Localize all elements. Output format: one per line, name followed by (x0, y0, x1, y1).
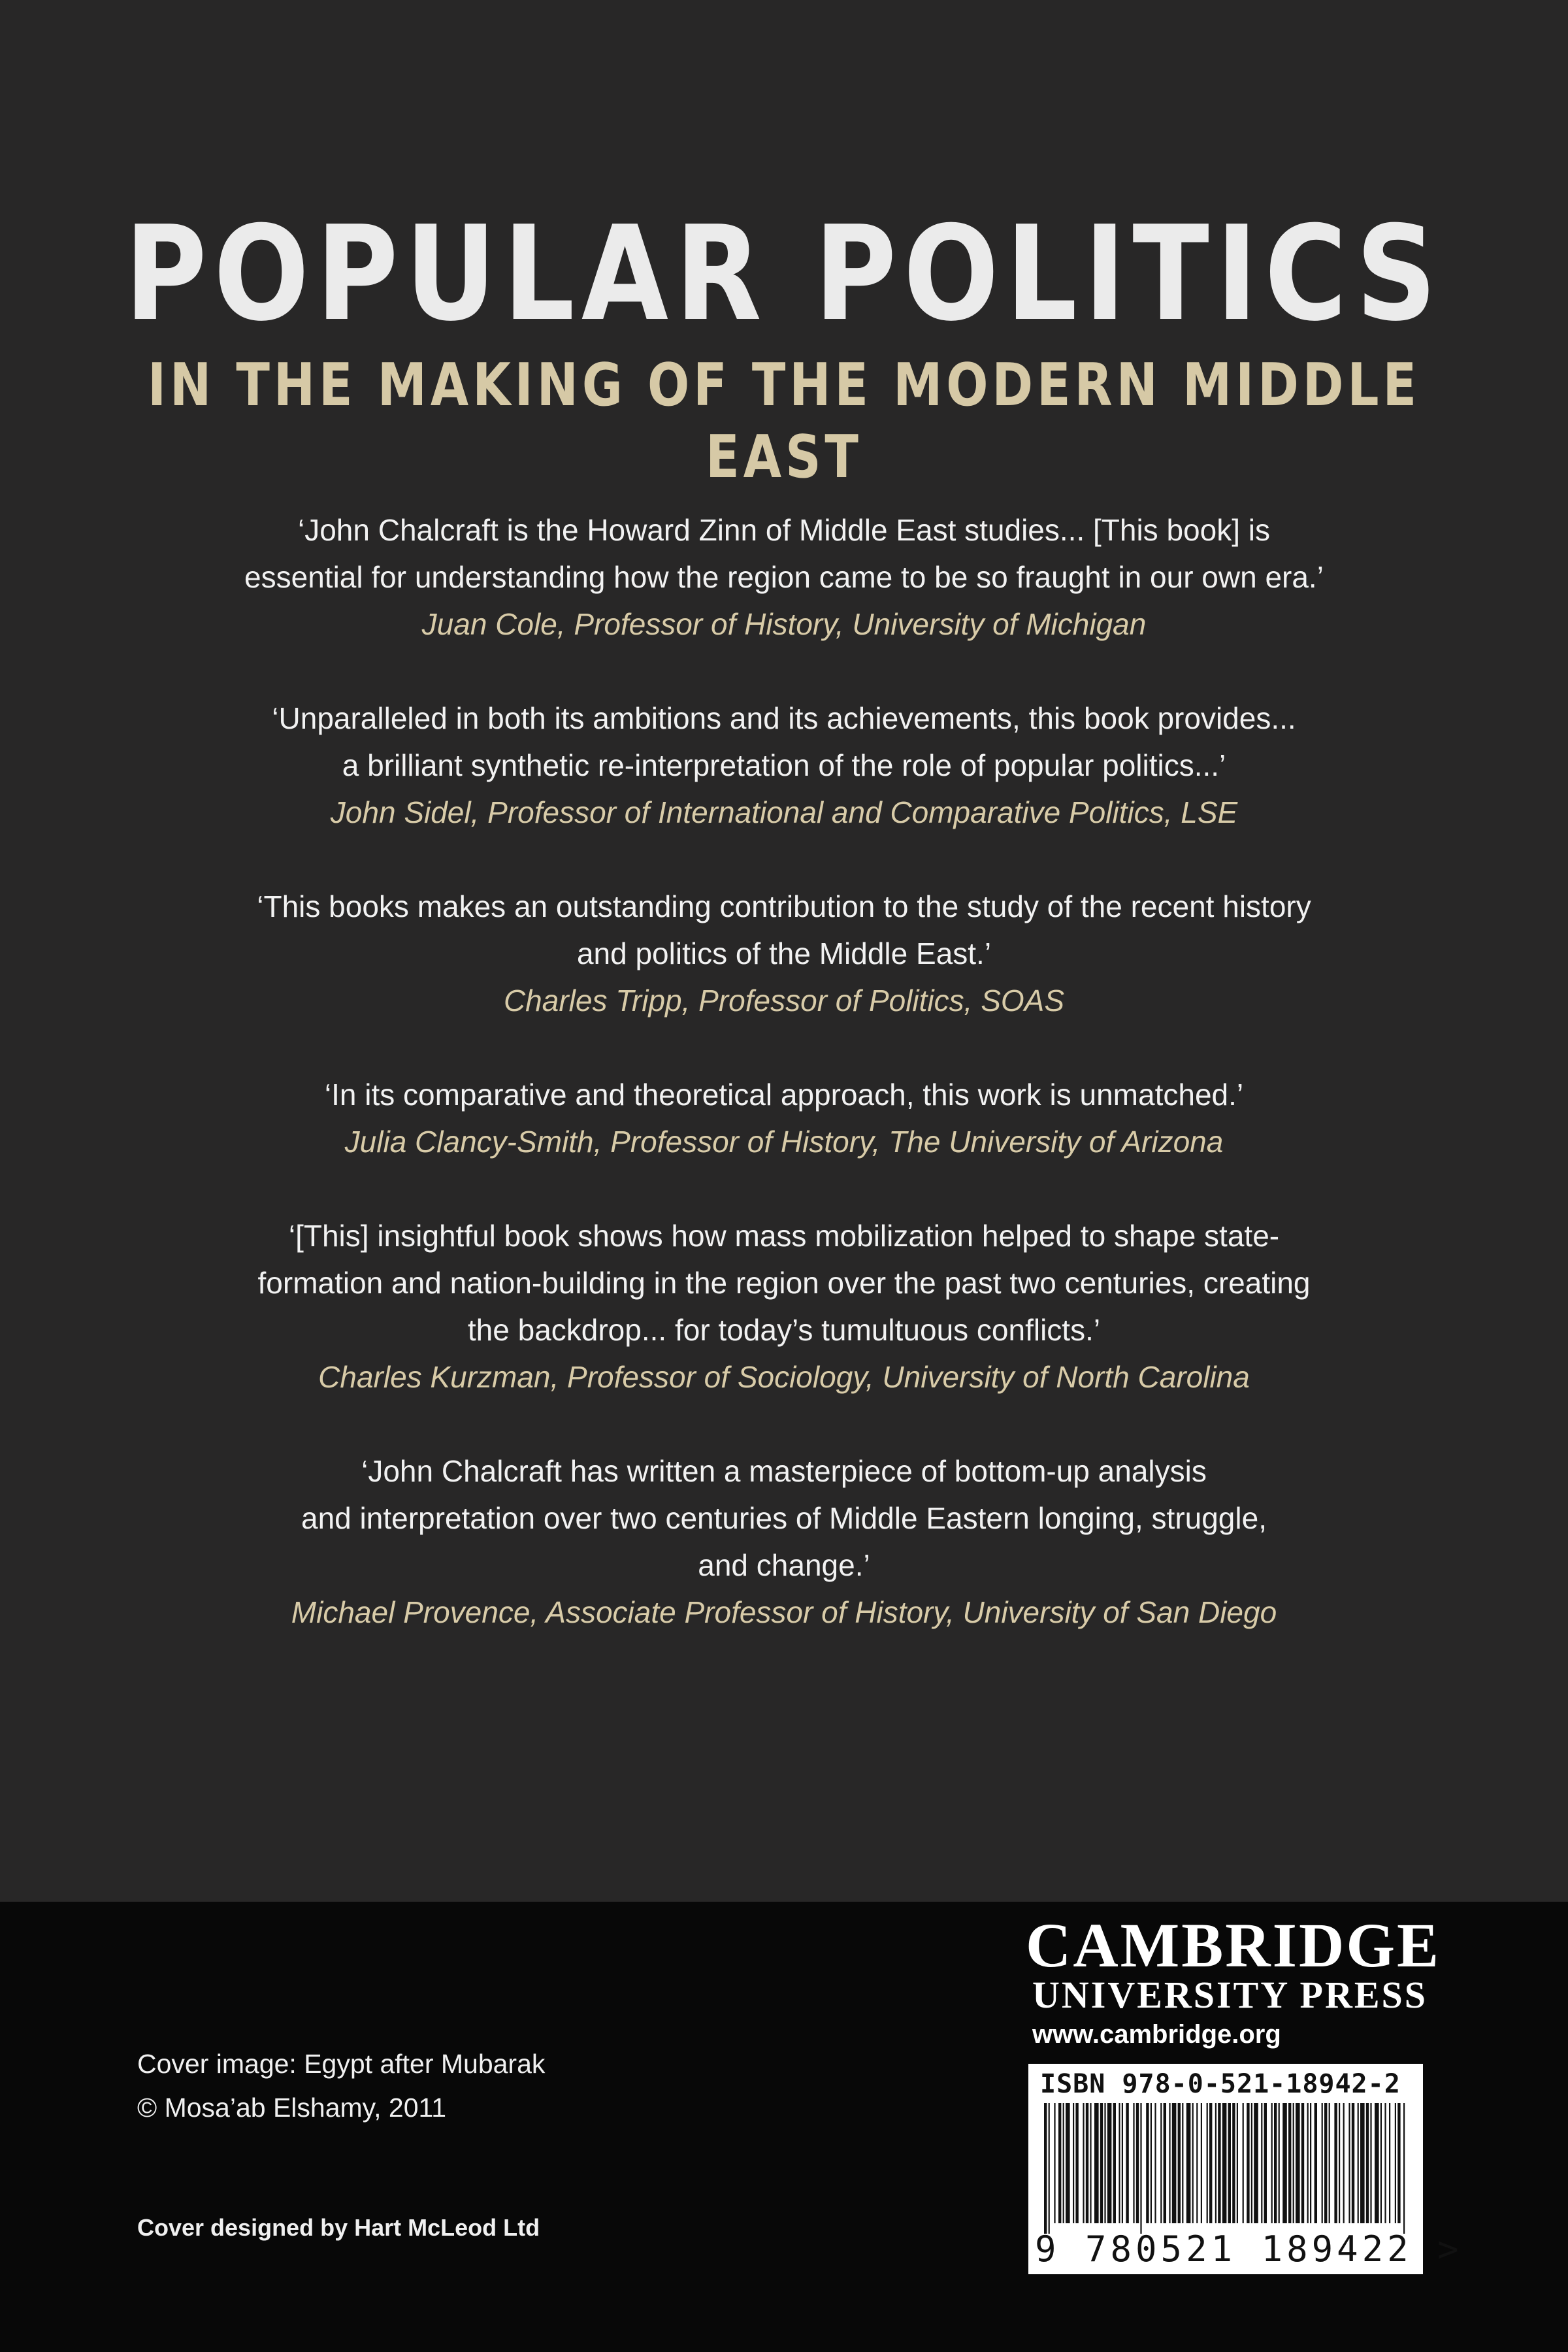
quote-line: ‘John Chalcraft is the Howard Zinn of Middle East studies... [This book] is (298, 513, 1270, 547)
barcode-bar (1113, 2103, 1116, 2223)
barcode-bar (1075, 2103, 1078, 2223)
quote-line: a brilliant synthetic re-interpretation of the role of popular politics...’ (342, 748, 1226, 782)
endorsement (98, 1448, 1470, 1636)
endorsements (98, 506, 1470, 1683)
barcode-bar (1119, 2103, 1120, 2223)
barcode-bar (1207, 2103, 1208, 2223)
barcode-bar (1348, 2103, 1350, 2223)
barcode-bar (1389, 2103, 1390, 2223)
barcode-bar (1397, 2103, 1400, 2223)
barcode-bars (1040, 2103, 1411, 2234)
barcode-bar (1293, 2103, 1294, 2223)
ean-digits: 9 780521 189422 > (1035, 2228, 1463, 2270)
barcode-bar (1271, 2103, 1273, 2223)
barcode-bar (1107, 2103, 1112, 2223)
barcode-bar (1169, 2103, 1170, 2223)
quote-attribution: Julia Clancy-Smith, Professor of History, The University of Arizona (344, 1125, 1224, 1159)
barcode-bar (1339, 2103, 1340, 2223)
quote-line: ‘This books makes an outstanding contribution to the study of the recent history (257, 889, 1311, 923)
barcode-bar (1228, 2103, 1231, 2223)
barcode-bar (1261, 2103, 1262, 2223)
book-subtitle: IN THE MAKING OF THE MODERN MIDDLE EAST (148, 351, 1420, 491)
designer-credit: Cover designed by Hart McLeod Ltd (137, 2214, 540, 2241)
quote-attribution: Charles Tripp, Professor of Politics, SOAS (503, 984, 1065, 1018)
endorsement (98, 506, 1470, 648)
endorsement (98, 1071, 1470, 1165)
barcode-bar (1366, 2103, 1369, 2223)
isbn-label: ISBN 978-0-521-18942-2 (1040, 2069, 1401, 2099)
barcode-bar (1151, 2103, 1152, 2223)
barcode-bar (1384, 2103, 1386, 2223)
barcode-bar (1160, 2103, 1162, 2223)
barcode-bar (1178, 2103, 1181, 2223)
barcode-bar (1063, 2103, 1064, 2223)
quote-line: and politics of the Middle East.’ (576, 936, 992, 970)
barcode-bar (1301, 2103, 1304, 2223)
barcode-bar (1243, 2103, 1244, 2223)
barcode-bar (1352, 2103, 1354, 2223)
barcode-bar (1395, 2103, 1396, 2223)
barcode-bar (1094, 2103, 1099, 2223)
barcode-bar (1343, 2103, 1345, 2223)
barcode-bar (1066, 2103, 1070, 2223)
barcode-bar (1164, 2103, 1166, 2223)
barcode-bar (1322, 2103, 1323, 2223)
quote-line: ‘[This] insightful book shows how mass mobilization helped to shape state- (288, 1219, 1280, 1253)
quote-line: formation and nation-building in the region over the past two centuries, creating (257, 1266, 1311, 1300)
barcode-bar (1380, 2103, 1382, 2223)
barcode-bar (1172, 2103, 1177, 2223)
barcode-bar (1201, 2103, 1202, 2223)
barcode-bar (1329, 2103, 1330, 2223)
barcode-bar (1122, 2103, 1123, 2223)
barcode-bar (1403, 2103, 1405, 2234)
barcode-bar (1218, 2103, 1220, 2223)
barcode-bar (1370, 2103, 1371, 2223)
quote-line: ‘In its comparative and theoretical approach, this work is unmatched.’ (324, 1078, 1244, 1112)
endorsement (98, 1212, 1470, 1400)
barcode-bar (1315, 2103, 1317, 2223)
barcode-bar (1307, 2103, 1309, 2223)
book-title: POPULAR POLITICS (124, 198, 1444, 350)
barcode-bar (1083, 2103, 1084, 2223)
publisher-subname: UNIVERSITY PRESS (1032, 1974, 1428, 2016)
barcode-bar (1058, 2103, 1061, 2223)
barcode-bar (1192, 2103, 1194, 2223)
barcode-bar (1090, 2103, 1091, 2223)
quote-attribution: Charles Kurzman, Professor of Sociology, University of North Carolina (318, 1360, 1250, 1394)
endorsement (98, 883, 1470, 1024)
barcode-bar (1237, 2103, 1238, 2223)
barcode-bar (1254, 2103, 1258, 2223)
barcode-bar (1196, 2103, 1198, 2223)
quote-line: and change.’ (698, 1548, 870, 1582)
publisher-url: www.cambridge.org (1032, 2020, 1281, 2049)
barcode (1028, 2064, 1463, 2274)
barcode-bar (1146, 2103, 1149, 2223)
barcode-bar (1264, 2103, 1267, 2223)
barcode-bar (1154, 2103, 1156, 2223)
barcode-bar (1209, 2103, 1212, 2223)
barcode-bar (1324, 2103, 1327, 2223)
barcode-bar (1073, 2103, 1074, 2223)
barcode-bar (1222, 2103, 1227, 2223)
barcode-bar (1334, 2103, 1337, 2223)
barcode-bar (1375, 2103, 1379, 2223)
quote-line: the backdrop... for today’s tumultuous conflicts.’ (467, 1313, 1101, 1347)
quote-attribution: John Sidel, Professor of International and Comparative Politics, LSE (330, 795, 1238, 829)
quote-line: essential for understanding how the region came to be so fraught in our own era.’ (244, 560, 1324, 594)
cover-image-copyright: © Mosa’ab Elshamy, 2011 (137, 2093, 447, 2123)
barcode-bar (1140, 2103, 1141, 2234)
barcode-bar (1247, 2103, 1249, 2223)
barcode-bar (1310, 2103, 1311, 2223)
barcode-bar (1296, 2103, 1300, 2223)
quote-line: ‘John Chalcraft has written a masterpiece of bottom-up analysis (361, 1454, 1207, 1488)
endorsement (98, 695, 1470, 836)
barcode-bar (1232, 2103, 1235, 2223)
barcode-bar (1274, 2103, 1277, 2223)
barcode-bar (1100, 2103, 1103, 2223)
quote-line: and interpretation over two centuries of Middle Eastern longing, struggle, (301, 1501, 1267, 1535)
quote-attribution: Juan Cole, Professor of History, University of Michigan (421, 607, 1147, 641)
barcode-bar (1133, 2103, 1134, 2223)
barcode-bar (1049, 2103, 1050, 2234)
barcode-bar (1136, 2103, 1139, 2223)
barcode-bar (1186, 2103, 1191, 2223)
quote-line: ‘Unparalleled in both its ambitions and its achievements, this book provides... (272, 701, 1296, 735)
cover-image-credit: Cover image: Egypt after Mubarak (137, 2049, 546, 2079)
barcode-bar (1282, 2103, 1287, 2223)
quote-attribution: Michael Provence, Associate Professor of History, University of San Diego (291, 1595, 1277, 1629)
barcode-bar (1182, 2103, 1183, 2223)
publisher-name: CAMBRIDGE (1026, 1910, 1441, 1980)
barcode-bar (1054, 2103, 1055, 2223)
barcode-bar (1360, 2103, 1365, 2223)
barcode-bar (1086, 2103, 1088, 2223)
barcode-bar (1104, 2103, 1105, 2223)
barcode-bar (1044, 2103, 1047, 2234)
barcode-bar (1279, 2103, 1280, 2223)
barcode-bar (1358, 2103, 1359, 2223)
barcode-bar (1251, 2103, 1252, 2223)
barcode-bar (1288, 2103, 1291, 2223)
barcode-bar (1126, 2103, 1128, 2223)
barcode-bar (1215, 2103, 1217, 2223)
